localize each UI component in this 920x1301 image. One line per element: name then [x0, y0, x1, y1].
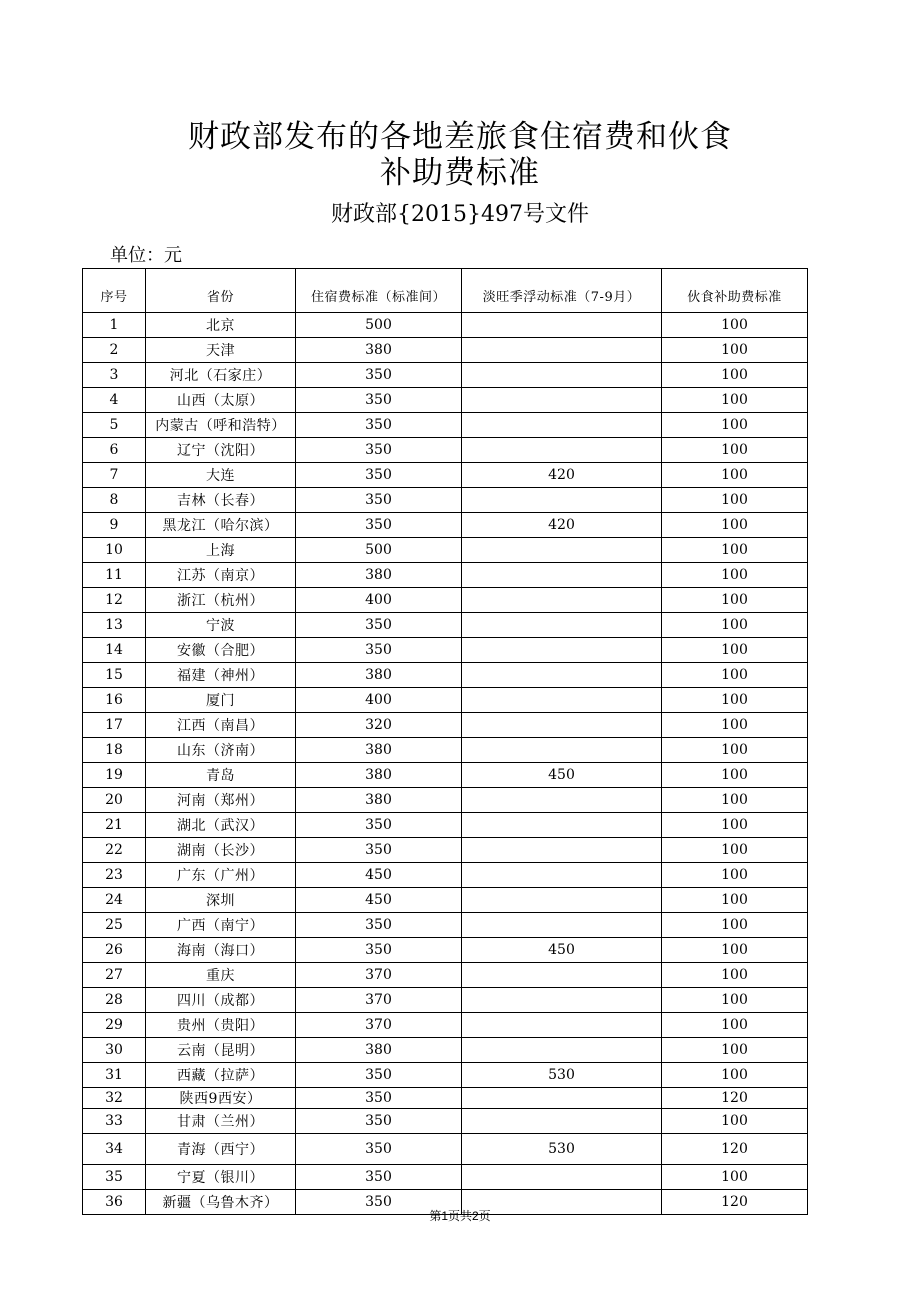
cell-meal: 100 — [662, 463, 808, 488]
cell-lodging: 400 — [296, 688, 462, 713]
cell-lodging: 380 — [296, 338, 462, 363]
cell-province: 山东（济南） — [146, 738, 296, 763]
cell-meal: 100 — [662, 563, 808, 588]
unit-label: 单位：元 — [110, 245, 182, 266]
cell-lodging: 380 — [296, 738, 462, 763]
cell-lodging: 350 — [296, 938, 462, 963]
table-row — [83, 638, 808, 663]
table-row — [83, 1134, 808, 1165]
table-row — [83, 738, 808, 763]
cell-meal: 120 — [662, 1088, 808, 1109]
cell-seasonal — [462, 588, 662, 613]
cell-province: 广西（南宁） — [146, 913, 296, 938]
cell-lodging: 350 — [296, 513, 462, 538]
cell-meal: 100 — [662, 738, 808, 763]
cell-seasonal — [462, 813, 662, 838]
table-row — [83, 838, 808, 863]
cell-meal: 100 — [662, 688, 808, 713]
cell-meal: 100 — [662, 888, 808, 913]
cell-no: 21 — [83, 813, 146, 838]
cell-seasonal — [462, 1013, 662, 1038]
cell-no: 36 — [83, 1190, 146, 1215]
cell-no: 4 — [83, 388, 146, 413]
cell-seasonal — [462, 963, 662, 988]
cell-lodging: 380 — [296, 563, 462, 588]
cell-lodging: 400 — [296, 588, 462, 613]
cell-seasonal — [462, 738, 662, 763]
table-header-row — [83, 269, 808, 313]
cell-seasonal — [462, 1038, 662, 1063]
cell-province: 湖南（长沙） — [146, 838, 296, 863]
cell-lodging: 350 — [296, 388, 462, 413]
table-row — [83, 338, 808, 363]
cell-province: 大连 — [146, 463, 296, 488]
cell-no: 5 — [83, 413, 146, 438]
cell-no: 7 — [83, 463, 146, 488]
cell-province: 宁夏（银川） — [146, 1165, 296, 1190]
table-row — [83, 438, 808, 463]
page-footer: 第1页共2页 — [429, 1209, 491, 1223]
cell-no: 32 — [83, 1088, 146, 1109]
cell-no: 16 — [83, 688, 146, 713]
table-row — [83, 713, 808, 738]
cell-lodging: 320 — [296, 713, 462, 738]
table-row — [83, 1038, 808, 1063]
cell-seasonal: 450 — [462, 938, 662, 963]
header-meal: 伙食补助费标准 — [662, 269, 808, 313]
header-no: 序号 — [83, 269, 146, 313]
cell-seasonal: 420 — [462, 463, 662, 488]
cell-meal: 100 — [662, 1038, 808, 1063]
table-row — [83, 538, 808, 563]
cell-meal: 100 — [662, 488, 808, 513]
cell-province: 福建（神州） — [146, 663, 296, 688]
cell-meal: 100 — [662, 988, 808, 1013]
cell-seasonal — [462, 338, 662, 363]
cell-lodging: 500 — [296, 313, 462, 338]
cell-no: 17 — [83, 713, 146, 738]
cell-seasonal — [462, 538, 662, 563]
cell-meal: 100 — [662, 663, 808, 688]
table-row — [83, 313, 808, 338]
cell-meal: 100 — [662, 513, 808, 538]
table-row — [83, 813, 808, 838]
cell-seasonal — [462, 788, 662, 813]
cell-seasonal: 530 — [462, 1063, 662, 1088]
cell-no: 20 — [83, 788, 146, 813]
cell-lodging: 450 — [296, 888, 462, 913]
cell-seasonal: 420 — [462, 513, 662, 538]
cell-province: 深圳 — [146, 888, 296, 913]
cell-seasonal — [462, 663, 662, 688]
cell-province: 重庆 — [146, 963, 296, 988]
cell-seasonal — [462, 863, 662, 888]
cell-no: 10 — [83, 538, 146, 563]
cell-meal: 100 — [662, 838, 808, 863]
cell-meal: 100 — [662, 963, 808, 988]
cell-no: 31 — [83, 1063, 146, 1088]
cell-seasonal — [462, 438, 662, 463]
cell-lodging: 350 — [296, 413, 462, 438]
cell-no: 2 — [83, 338, 146, 363]
cell-lodging: 350 — [296, 488, 462, 513]
table-row — [83, 363, 808, 388]
cell-no: 19 — [83, 763, 146, 788]
header-province: 省份 — [146, 269, 296, 313]
cell-meal: 100 — [662, 538, 808, 563]
table-row — [83, 1063, 808, 1088]
cell-province: 上海 — [146, 538, 296, 563]
table-row — [83, 988, 808, 1013]
cell-meal: 100 — [662, 938, 808, 963]
cell-lodging: 350 — [296, 1109, 462, 1134]
cell-meal: 100 — [662, 388, 808, 413]
cell-seasonal: 450 — [462, 763, 662, 788]
cell-lodging: 350 — [296, 838, 462, 863]
cell-no: 34 — [83, 1134, 146, 1165]
cell-no: 8 — [83, 488, 146, 513]
cell-province: 吉林（长春） — [146, 488, 296, 513]
table-row — [83, 488, 808, 513]
cell-seasonal — [462, 613, 662, 638]
cell-meal: 100 — [662, 363, 808, 388]
cell-lodging: 350 — [296, 463, 462, 488]
cell-no: 14 — [83, 638, 146, 663]
allowance-table — [82, 268, 808, 1215]
table-row — [83, 588, 808, 613]
cell-no: 9 — [83, 513, 146, 538]
table-row — [83, 763, 808, 788]
cell-no: 35 — [83, 1165, 146, 1190]
cell-lodging: 350 — [296, 438, 462, 463]
cell-seasonal — [462, 688, 662, 713]
cell-province: 四川（成都） — [146, 988, 296, 1013]
cell-province: 新疆（乌鲁木齐） — [146, 1190, 296, 1215]
cell-seasonal — [462, 713, 662, 738]
table-row — [83, 913, 808, 938]
cell-no: 25 — [83, 913, 146, 938]
cell-no: 28 — [83, 988, 146, 1013]
cell-lodging: 350 — [296, 363, 462, 388]
document-title-line-2: 补助费标准 — [380, 155, 540, 191]
cell-province: 山西（太原） — [146, 388, 296, 413]
cell-seasonal — [462, 563, 662, 588]
cell-lodging: 500 — [296, 538, 462, 563]
cell-meal: 120 — [662, 1190, 808, 1215]
table-row — [83, 1165, 808, 1190]
cell-no: 3 — [83, 363, 146, 388]
cell-lodging: 350 — [296, 813, 462, 838]
cell-lodging: 350 — [296, 1063, 462, 1088]
cell-meal: 100 — [662, 588, 808, 613]
cell-province: 青岛 — [146, 763, 296, 788]
cell-meal: 100 — [662, 638, 808, 663]
cell-province: 西藏（拉萨） — [146, 1063, 296, 1088]
table-row — [83, 413, 808, 438]
cell-meal: 100 — [662, 763, 808, 788]
cell-lodging: 350 — [296, 1088, 462, 1109]
cell-seasonal — [462, 313, 662, 338]
cell-lodging: 350 — [296, 638, 462, 663]
cell-province: 云南（昆明） — [146, 1038, 296, 1063]
cell-no: 26 — [83, 938, 146, 963]
cell-seasonal — [462, 988, 662, 1013]
cell-seasonal — [462, 888, 662, 913]
table-row — [83, 788, 808, 813]
header-lodging: 住宿费标准（标准间） — [296, 269, 462, 313]
cell-province: 湖北（武汉） — [146, 813, 296, 838]
cell-seasonal — [462, 488, 662, 513]
cell-lodging: 370 — [296, 1013, 462, 1038]
cell-province: 安徽（合肥） — [146, 638, 296, 663]
cell-lodging: 380 — [296, 1038, 462, 1063]
cell-province: 厦门 — [146, 688, 296, 713]
cell-meal: 100 — [662, 1063, 808, 1088]
cell-seasonal — [462, 1088, 662, 1109]
table-row — [83, 563, 808, 588]
table-row — [83, 463, 808, 488]
cell-meal: 100 — [662, 313, 808, 338]
document-subtitle: 财政部{2015}497号文件 — [331, 202, 589, 227]
cell-meal: 100 — [662, 813, 808, 838]
cell-province: 海南（海口） — [146, 938, 296, 963]
cell-lodging: 380 — [296, 763, 462, 788]
table-row — [83, 963, 808, 988]
cell-meal: 100 — [662, 613, 808, 638]
cell-lodging: 350 — [296, 913, 462, 938]
cell-province: 辽宁（沈阳） — [146, 438, 296, 463]
table-row — [83, 688, 808, 713]
cell-no: 23 — [83, 863, 146, 888]
cell-province: 青海（西宁） — [146, 1134, 296, 1165]
cell-meal: 100 — [662, 788, 808, 813]
cell-seasonal — [462, 1165, 662, 1190]
cell-province: 天津 — [146, 338, 296, 363]
cell-province: 黑龙江（哈尔滨） — [146, 513, 296, 538]
cell-meal: 100 — [662, 1165, 808, 1190]
cell-province: 河南（郑州） — [146, 788, 296, 813]
cell-meal: 100 — [662, 913, 808, 938]
cell-no: 18 — [83, 738, 146, 763]
cell-no: 12 — [83, 588, 146, 613]
cell-no: 27 — [83, 963, 146, 988]
cell-no: 11 — [83, 563, 146, 588]
cell-province: 北京 — [146, 313, 296, 338]
cell-meal: 100 — [662, 713, 808, 738]
cell-no: 30 — [83, 1038, 146, 1063]
cell-meal: 120 — [662, 1134, 808, 1165]
cell-seasonal — [462, 363, 662, 388]
document-title-line-1: 财政部发布的各地差旅食住宿费和伙食 — [188, 119, 732, 155]
cell-no: 15 — [83, 663, 146, 688]
table-row — [83, 888, 808, 913]
cell-province: 陕西9西安） — [146, 1088, 296, 1109]
cell-no: 1 — [83, 313, 146, 338]
cell-seasonal — [462, 838, 662, 863]
cell-province: 宁波 — [146, 613, 296, 638]
table-row — [83, 1088, 808, 1109]
cell-province: 江苏（南京） — [146, 563, 296, 588]
table-row — [83, 388, 808, 413]
cell-lodging: 450 — [296, 863, 462, 888]
cell-province: 江西（南昌） — [146, 713, 296, 738]
cell-seasonal — [462, 1109, 662, 1134]
table-row — [83, 938, 808, 963]
cell-seasonal: 530 — [462, 1134, 662, 1165]
cell-meal: 100 — [662, 1013, 808, 1038]
cell-meal: 100 — [662, 438, 808, 463]
table-row — [83, 1013, 808, 1038]
cell-lodging: 350 — [296, 1134, 462, 1165]
cell-meal: 100 — [662, 413, 808, 438]
cell-lodging: 350 — [296, 613, 462, 638]
cell-province: 甘肃（兰州） — [146, 1109, 296, 1134]
cell-lodging: 380 — [296, 788, 462, 813]
table-row — [83, 613, 808, 638]
cell-province: 广东（广州） — [146, 863, 296, 888]
cell-meal: 100 — [662, 863, 808, 888]
cell-seasonal — [462, 638, 662, 663]
cell-seasonal — [462, 913, 662, 938]
cell-no: 22 — [83, 838, 146, 863]
cell-province: 贵州（贵阳） — [146, 1013, 296, 1038]
cell-province: 内蒙古（呼和浩特） — [146, 413, 296, 438]
cell-no: 24 — [83, 888, 146, 913]
cell-seasonal — [462, 413, 662, 438]
cell-lodging: 380 — [296, 663, 462, 688]
cell-lodging: 350 — [296, 1190, 462, 1215]
table-row — [83, 663, 808, 688]
table-row — [83, 513, 808, 538]
cell-lodging: 370 — [296, 963, 462, 988]
cell-no: 13 — [83, 613, 146, 638]
header-seasonal: 淡旺季浮动标准（7-9月） — [462, 269, 662, 313]
cell-no: 33 — [83, 1109, 146, 1134]
cell-no: 29 — [83, 1013, 146, 1038]
cell-lodging: 370 — [296, 988, 462, 1013]
cell-meal: 100 — [662, 1109, 808, 1134]
table-row — [83, 863, 808, 888]
cell-seasonal — [462, 388, 662, 413]
cell-lodging: 350 — [296, 1165, 462, 1190]
table-row — [83, 1109, 808, 1134]
cell-meal: 100 — [662, 338, 808, 363]
cell-province: 河北（石家庄） — [146, 363, 296, 388]
cell-province: 浙江（杭州） — [146, 588, 296, 613]
cell-no: 6 — [83, 438, 146, 463]
